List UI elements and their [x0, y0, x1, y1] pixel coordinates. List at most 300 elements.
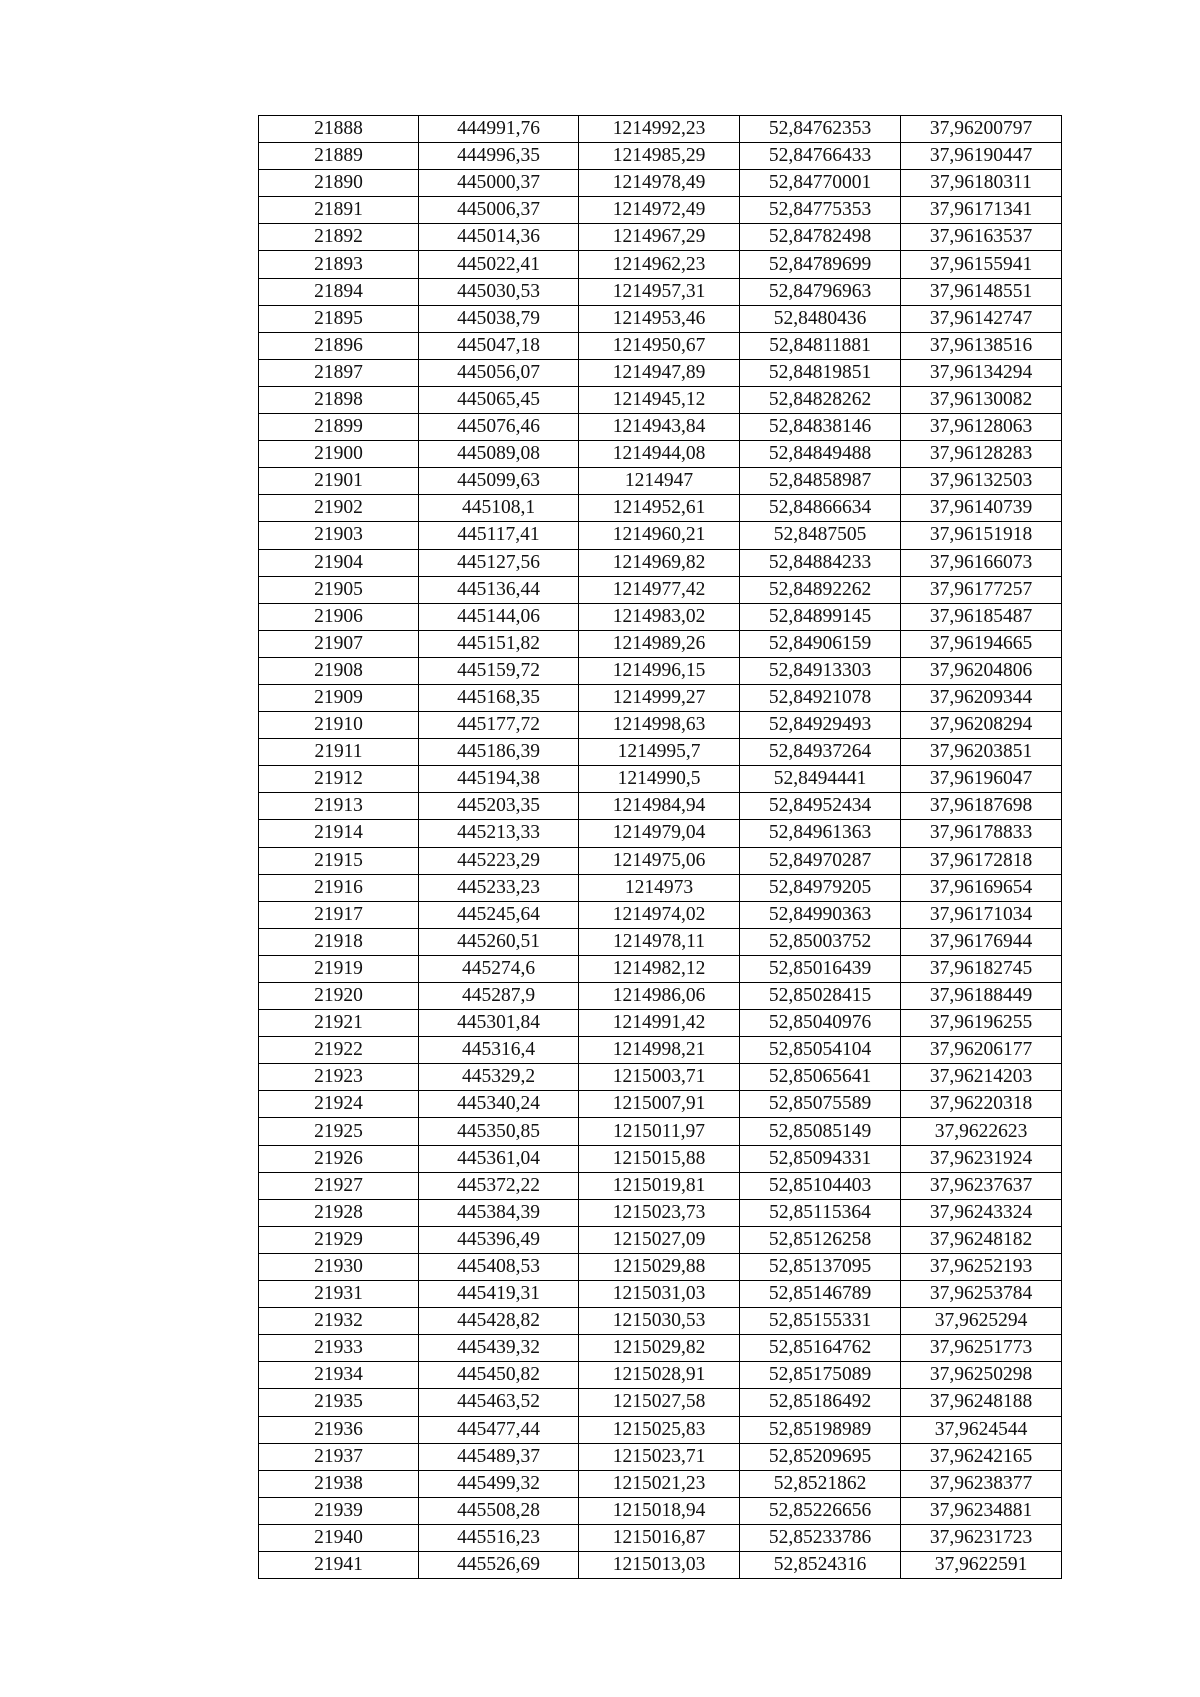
point-number-cell: 21890 — [259, 170, 419, 197]
longitude-cell: 37,96177257 — [901, 576, 1062, 603]
x-coordinate-cell: 445316,4 — [419, 1037, 579, 1064]
longitude-cell: 37,96238377 — [901, 1470, 1062, 1497]
latitude-cell: 52,84866634 — [740, 495, 901, 522]
table-row — [259, 1172, 1062, 1199]
longitude-cell: 37,96237637 — [901, 1172, 1062, 1199]
point-number-cell: 21909 — [259, 684, 419, 711]
latitude-cell: 52,85075589 — [740, 1091, 901, 1118]
y-coordinate-cell: 1214943,84 — [579, 414, 740, 441]
latitude-cell: 52,85146789 — [740, 1281, 901, 1308]
table-row — [259, 522, 1062, 549]
point-number-cell: 21936 — [259, 1416, 419, 1443]
longitude-cell: 37,96166073 — [901, 549, 1062, 576]
table-row — [259, 739, 1062, 766]
table-row — [259, 278, 1062, 305]
x-coordinate-cell: 445022,41 — [419, 251, 579, 278]
point-number-cell: 21898 — [259, 386, 419, 413]
longitude-cell: 37,96142747 — [901, 305, 1062, 332]
longitude-cell: 37,96196047 — [901, 766, 1062, 793]
longitude-cell: 37,96231924 — [901, 1145, 1062, 1172]
point-number-cell: 21905 — [259, 576, 419, 603]
y-coordinate-cell: 1214986,06 — [579, 983, 740, 1010]
point-number-cell: 21933 — [259, 1335, 419, 1362]
table-row — [259, 1226, 1062, 1253]
table-row — [259, 1281, 1062, 1308]
y-coordinate-cell: 1215019,81 — [579, 1172, 740, 1199]
longitude-cell: 37,96203851 — [901, 739, 1062, 766]
table-row — [259, 1470, 1062, 1497]
y-coordinate-cell: 1214999,27 — [579, 684, 740, 711]
x-coordinate-cell: 445177,72 — [419, 712, 579, 739]
latitude-cell: 52,84884233 — [740, 549, 901, 576]
table-row — [259, 224, 1062, 251]
longitude-cell: 37,96180311 — [901, 170, 1062, 197]
x-coordinate-cell: 445526,69 — [419, 1551, 579, 1578]
table-row — [259, 116, 1062, 143]
longitude-cell: 37,96138516 — [901, 332, 1062, 359]
longitude-cell: 37,96140739 — [901, 495, 1062, 522]
x-coordinate-cell: 445384,39 — [419, 1199, 579, 1226]
y-coordinate-cell: 1215028,91 — [579, 1362, 740, 1389]
longitude-cell: 37,96250298 — [901, 1362, 1062, 1389]
longitude-cell: 37,96248182 — [901, 1226, 1062, 1253]
longitude-cell: 37,96182745 — [901, 955, 1062, 982]
y-coordinate-cell: 1214957,31 — [579, 278, 740, 305]
point-number-cell: 21902 — [259, 495, 419, 522]
longitude-cell: 37,96200797 — [901, 116, 1062, 143]
y-coordinate-cell: 1215015,88 — [579, 1145, 740, 1172]
latitude-cell: 52,85094331 — [740, 1145, 901, 1172]
point-number-cell: 21918 — [259, 928, 419, 955]
y-coordinate-cell: 1214974,02 — [579, 901, 740, 928]
latitude-cell: 52,84782498 — [740, 224, 901, 251]
table-row — [259, 1010, 1062, 1037]
latitude-cell: 52,84899145 — [740, 603, 901, 630]
longitude-cell: 37,9622623 — [901, 1118, 1062, 1145]
x-coordinate-cell: 445287,9 — [419, 983, 579, 1010]
y-coordinate-cell: 1215029,82 — [579, 1335, 740, 1362]
x-coordinate-cell: 445014,36 — [419, 224, 579, 251]
y-coordinate-cell: 1214973 — [579, 874, 740, 901]
y-coordinate-cell: 1214944,08 — [579, 441, 740, 468]
y-coordinate-cell: 1215007,91 — [579, 1091, 740, 1118]
table-row — [259, 874, 1062, 901]
longitude-cell: 37,96128283 — [901, 441, 1062, 468]
x-coordinate-cell: 445274,6 — [419, 955, 579, 982]
y-coordinate-cell: 1214947 — [579, 468, 740, 495]
longitude-cell: 37,96172818 — [901, 847, 1062, 874]
y-coordinate-cell: 1214996,15 — [579, 657, 740, 684]
table-row — [259, 1308, 1062, 1335]
table-row — [259, 684, 1062, 711]
x-coordinate-cell: 445168,35 — [419, 684, 579, 711]
table-row — [259, 1118, 1062, 1145]
x-coordinate-cell: 445203,35 — [419, 793, 579, 820]
y-coordinate-cell: 1214960,21 — [579, 522, 740, 549]
y-coordinate-cell: 1215031,03 — [579, 1281, 740, 1308]
point-number-cell: 21940 — [259, 1524, 419, 1551]
y-coordinate-cell: 1214995,7 — [579, 739, 740, 766]
x-coordinate-cell: 445038,79 — [419, 305, 579, 332]
latitude-cell: 52,85233786 — [740, 1524, 901, 1551]
x-coordinate-cell: 445159,72 — [419, 657, 579, 684]
latitude-cell: 52,84979205 — [740, 874, 901, 901]
y-coordinate-cell: 1215027,09 — [579, 1226, 740, 1253]
x-coordinate-cell: 445076,46 — [419, 414, 579, 441]
point-number-cell: 21892 — [259, 224, 419, 251]
y-coordinate-cell: 1214952,61 — [579, 495, 740, 522]
latitude-cell: 52,84775353 — [740, 197, 901, 224]
longitude-cell: 37,96194665 — [901, 630, 1062, 657]
x-coordinate-cell: 445350,85 — [419, 1118, 579, 1145]
table-row — [259, 1362, 1062, 1389]
latitude-cell: 52,84849488 — [740, 441, 901, 468]
latitude-cell: 52,84961363 — [740, 820, 901, 847]
longitude-cell: 37,96248188 — [901, 1389, 1062, 1416]
coordinates-table — [258, 115, 1062, 1579]
y-coordinate-cell: 1215023,73 — [579, 1199, 740, 1226]
latitude-cell: 52,85016439 — [740, 955, 901, 982]
longitude-cell: 37,96148551 — [901, 278, 1062, 305]
x-coordinate-cell: 445419,31 — [419, 1281, 579, 1308]
latitude-cell: 52,8494441 — [740, 766, 901, 793]
x-coordinate-cell: 445127,56 — [419, 549, 579, 576]
point-number-cell: 21939 — [259, 1497, 419, 1524]
x-coordinate-cell: 445396,49 — [419, 1226, 579, 1253]
y-coordinate-cell: 1214982,12 — [579, 955, 740, 982]
y-coordinate-cell: 1215018,94 — [579, 1497, 740, 1524]
longitude-cell: 37,96188449 — [901, 983, 1062, 1010]
latitude-cell: 52,85137095 — [740, 1253, 901, 1280]
point-number-cell: 21931 — [259, 1281, 419, 1308]
table-row — [259, 630, 1062, 657]
table-row — [259, 143, 1062, 170]
table-row — [259, 1497, 1062, 1524]
y-coordinate-cell: 1214978,11 — [579, 928, 740, 955]
table-row — [259, 955, 1062, 982]
table-row — [259, 1091, 1062, 1118]
latitude-cell: 52,84819851 — [740, 359, 901, 386]
y-coordinate-cell: 1214977,42 — [579, 576, 740, 603]
longitude-cell: 37,96171341 — [901, 197, 1062, 224]
y-coordinate-cell: 1214985,29 — [579, 143, 740, 170]
y-coordinate-cell: 1214967,29 — [579, 224, 740, 251]
table-row — [259, 1064, 1062, 1091]
latitude-cell: 52,85003752 — [740, 928, 901, 955]
longitude-cell: 37,9625294 — [901, 1308, 1062, 1335]
table-row — [259, 1524, 1062, 1551]
x-coordinate-cell: 445065,45 — [419, 386, 579, 413]
table-row — [259, 1199, 1062, 1226]
point-number-cell: 21923 — [259, 1064, 419, 1091]
table-row — [259, 983, 1062, 1010]
longitude-cell: 37,96132503 — [901, 468, 1062, 495]
x-coordinate-cell: 445408,53 — [419, 1253, 579, 1280]
point-number-cell: 21895 — [259, 305, 419, 332]
latitude-cell: 52,84970287 — [740, 847, 901, 874]
y-coordinate-cell: 1214983,02 — [579, 603, 740, 630]
y-coordinate-cell: 1214950,67 — [579, 332, 740, 359]
point-number-cell: 21894 — [259, 278, 419, 305]
latitude-cell: 52,85065641 — [740, 1064, 901, 1091]
point-number-cell: 21915 — [259, 847, 419, 874]
point-number-cell: 21938 — [259, 1470, 419, 1497]
latitude-cell: 52,84937264 — [740, 739, 901, 766]
longitude-cell: 37,96163537 — [901, 224, 1062, 251]
x-coordinate-cell: 445516,23 — [419, 1524, 579, 1551]
point-number-cell: 21907 — [259, 630, 419, 657]
longitude-cell: 37,9624544 — [901, 1416, 1062, 1443]
table-row — [259, 359, 1062, 386]
x-coordinate-cell: 445089,08 — [419, 441, 579, 468]
point-number-cell: 21899 — [259, 414, 419, 441]
x-coordinate-cell: 445489,37 — [419, 1443, 579, 1470]
table-row — [259, 549, 1062, 576]
y-coordinate-cell: 1215029,88 — [579, 1253, 740, 1280]
y-coordinate-cell: 1215021,23 — [579, 1470, 740, 1497]
y-coordinate-cell: 1214969,82 — [579, 549, 740, 576]
y-coordinate-cell: 1214998,21 — [579, 1037, 740, 1064]
x-coordinate-cell: 445151,82 — [419, 630, 579, 657]
x-coordinate-cell: 445213,33 — [419, 820, 579, 847]
longitude-cell: 37,96208294 — [901, 712, 1062, 739]
point-number-cell: 21932 — [259, 1308, 419, 1335]
x-coordinate-cell: 445450,82 — [419, 1362, 579, 1389]
x-coordinate-cell: 445463,52 — [419, 1389, 579, 1416]
x-coordinate-cell: 445329,2 — [419, 1064, 579, 1091]
point-number-cell: 21941 — [259, 1551, 419, 1578]
x-coordinate-cell: 445047,18 — [419, 332, 579, 359]
point-number-cell: 21916 — [259, 874, 419, 901]
point-number-cell: 21906 — [259, 603, 419, 630]
y-coordinate-cell: 1214947,89 — [579, 359, 740, 386]
latitude-cell: 52,84913303 — [740, 657, 901, 684]
latitude-cell: 52,8521862 — [740, 1470, 901, 1497]
x-coordinate-cell: 445194,38 — [419, 766, 579, 793]
longitude-cell: 37,96253784 — [901, 1281, 1062, 1308]
longitude-cell: 37,96190447 — [901, 143, 1062, 170]
x-coordinate-cell: 445499,32 — [419, 1470, 579, 1497]
latitude-cell: 52,8524316 — [740, 1551, 901, 1578]
x-coordinate-cell: 445508,28 — [419, 1497, 579, 1524]
latitude-cell: 52,8480436 — [740, 305, 901, 332]
table-row — [259, 1551, 1062, 1578]
longitude-cell: 37,96187698 — [901, 793, 1062, 820]
table-row — [259, 1253, 1062, 1280]
table-row — [259, 793, 1062, 820]
longitude-cell: 37,96251773 — [901, 1335, 1062, 1362]
point-number-cell: 21903 — [259, 522, 419, 549]
table-row — [259, 1416, 1062, 1443]
y-coordinate-cell: 1214992,23 — [579, 116, 740, 143]
y-coordinate-cell: 1214991,42 — [579, 1010, 740, 1037]
x-coordinate-cell: 444996,35 — [419, 143, 579, 170]
longitude-cell: 37,96231723 — [901, 1524, 1062, 1551]
longitude-cell: 37,96214203 — [901, 1064, 1062, 1091]
x-coordinate-cell: 445223,29 — [419, 847, 579, 874]
point-number-cell: 21896 — [259, 332, 419, 359]
latitude-cell: 52,84906159 — [740, 630, 901, 657]
point-number-cell: 21920 — [259, 983, 419, 1010]
x-coordinate-cell: 445000,37 — [419, 170, 579, 197]
point-number-cell: 21901 — [259, 468, 419, 495]
latitude-cell: 52,84789699 — [740, 251, 901, 278]
point-number-cell: 21891 — [259, 197, 419, 224]
table-row — [259, 468, 1062, 495]
point-number-cell: 21888 — [259, 116, 419, 143]
point-number-cell: 21911 — [259, 739, 419, 766]
x-coordinate-cell: 445006,37 — [419, 197, 579, 224]
table-row — [259, 332, 1062, 359]
point-number-cell: 21897 — [259, 359, 419, 386]
x-coordinate-cell: 445340,24 — [419, 1091, 579, 1118]
x-coordinate-cell: 445245,64 — [419, 901, 579, 928]
x-coordinate-cell: 445099,63 — [419, 468, 579, 495]
longitude-cell: 37,96234881 — [901, 1497, 1062, 1524]
latitude-cell: 52,84770001 — [740, 170, 901, 197]
longitude-cell: 37,96243324 — [901, 1199, 1062, 1226]
y-coordinate-cell: 1215025,83 — [579, 1416, 740, 1443]
point-number-cell: 21921 — [259, 1010, 419, 1037]
latitude-cell: 52,84929493 — [740, 712, 901, 739]
longitude-cell: 37,96171034 — [901, 901, 1062, 928]
x-coordinate-cell: 445372,22 — [419, 1172, 579, 1199]
point-number-cell: 21926 — [259, 1145, 419, 1172]
y-coordinate-cell: 1214979,04 — [579, 820, 740, 847]
y-coordinate-cell: 1215011,97 — [579, 1118, 740, 1145]
latitude-cell: 52,85028415 — [740, 983, 901, 1010]
longitude-cell: 37,96209344 — [901, 684, 1062, 711]
x-coordinate-cell: 445056,07 — [419, 359, 579, 386]
point-number-cell: 21917 — [259, 901, 419, 928]
table-row — [259, 1335, 1062, 1362]
latitude-cell: 52,8487505 — [740, 522, 901, 549]
y-coordinate-cell: 1214998,63 — [579, 712, 740, 739]
point-number-cell: 21908 — [259, 657, 419, 684]
point-number-cell: 21913 — [259, 793, 419, 820]
latitude-cell: 52,84838146 — [740, 414, 901, 441]
table-row — [259, 928, 1062, 955]
point-number-cell: 21919 — [259, 955, 419, 982]
latitude-cell: 52,84858987 — [740, 468, 901, 495]
table-row — [259, 441, 1062, 468]
x-coordinate-cell: 445108,1 — [419, 495, 579, 522]
x-coordinate-cell: 445477,44 — [419, 1416, 579, 1443]
table-row — [259, 766, 1062, 793]
point-number-cell: 21893 — [259, 251, 419, 278]
x-coordinate-cell: 444991,76 — [419, 116, 579, 143]
table-row — [259, 305, 1062, 332]
y-coordinate-cell: 1215023,71 — [579, 1443, 740, 1470]
point-number-cell: 21925 — [259, 1118, 419, 1145]
point-number-cell: 21912 — [259, 766, 419, 793]
table-row — [259, 1389, 1062, 1416]
point-number-cell: 21922 — [259, 1037, 419, 1064]
latitude-cell: 52,84990363 — [740, 901, 901, 928]
table-row — [259, 657, 1062, 684]
point-number-cell: 21935 — [259, 1389, 419, 1416]
longitude-cell: 37,96155941 — [901, 251, 1062, 278]
table-row — [259, 251, 1062, 278]
x-coordinate-cell: 445117,41 — [419, 522, 579, 549]
latitude-cell: 52,85186492 — [740, 1389, 901, 1416]
latitude-cell: 52,85175089 — [740, 1362, 901, 1389]
x-coordinate-cell: 445030,53 — [419, 278, 579, 305]
point-number-cell: 21914 — [259, 820, 419, 847]
table-row — [259, 901, 1062, 928]
y-coordinate-cell: 1214978,49 — [579, 170, 740, 197]
y-coordinate-cell: 1214945,12 — [579, 386, 740, 413]
longitude-cell: 37,96151918 — [901, 522, 1062, 549]
point-number-cell: 21924 — [259, 1091, 419, 1118]
latitude-cell: 52,84766433 — [740, 143, 901, 170]
longitude-cell: 37,9622591 — [901, 1551, 1062, 1578]
latitude-cell: 52,84892262 — [740, 576, 901, 603]
latitude-cell: 52,85209695 — [740, 1443, 901, 1470]
point-number-cell: 21927 — [259, 1172, 419, 1199]
table-row — [259, 847, 1062, 874]
y-coordinate-cell: 1214990,5 — [579, 766, 740, 793]
table-row — [259, 386, 1062, 413]
latitude-cell: 52,84921078 — [740, 684, 901, 711]
x-coordinate-cell: 445361,04 — [419, 1145, 579, 1172]
table-row — [259, 576, 1062, 603]
longitude-cell: 37,96196255 — [901, 1010, 1062, 1037]
latitude-cell: 52,84796963 — [740, 278, 901, 305]
table-row — [259, 1443, 1062, 1470]
y-coordinate-cell: 1214962,23 — [579, 251, 740, 278]
longitude-cell: 37,96220318 — [901, 1091, 1062, 1118]
x-coordinate-cell: 445186,39 — [419, 739, 579, 766]
x-coordinate-cell: 445233,23 — [419, 874, 579, 901]
table-row — [259, 1145, 1062, 1172]
y-coordinate-cell: 1214953,46 — [579, 305, 740, 332]
longitude-cell: 37,96178833 — [901, 820, 1062, 847]
longitude-cell: 37,96176944 — [901, 928, 1062, 955]
latitude-cell: 52,85164762 — [740, 1335, 901, 1362]
longitude-cell: 37,96128063 — [901, 414, 1062, 441]
point-number-cell: 21910 — [259, 712, 419, 739]
point-number-cell: 21889 — [259, 143, 419, 170]
y-coordinate-cell: 1214989,26 — [579, 630, 740, 657]
table-row — [259, 495, 1062, 522]
latitude-cell: 52,85104403 — [740, 1172, 901, 1199]
longitude-cell: 37,96185487 — [901, 603, 1062, 630]
longitude-cell: 37,96130082 — [901, 386, 1062, 413]
point-number-cell: 21900 — [259, 441, 419, 468]
longitude-cell: 37,96134294 — [901, 359, 1062, 386]
table-row — [259, 603, 1062, 630]
latitude-cell: 52,84952434 — [740, 793, 901, 820]
table-row — [259, 197, 1062, 224]
y-coordinate-cell: 1215030,53 — [579, 1308, 740, 1335]
y-coordinate-cell: 1214984,94 — [579, 793, 740, 820]
latitude-cell: 52,84811881 — [740, 332, 901, 359]
point-number-cell: 21904 — [259, 549, 419, 576]
table-row — [259, 820, 1062, 847]
table-row — [259, 1037, 1062, 1064]
y-coordinate-cell: 1215016,87 — [579, 1524, 740, 1551]
point-number-cell: 21928 — [259, 1199, 419, 1226]
x-coordinate-cell: 445260,51 — [419, 928, 579, 955]
x-coordinate-cell: 445136,44 — [419, 576, 579, 603]
y-coordinate-cell: 1214975,06 — [579, 847, 740, 874]
y-coordinate-cell: 1215013,03 — [579, 1551, 740, 1578]
latitude-cell: 52,84762353 — [740, 116, 901, 143]
x-coordinate-cell: 445301,84 — [419, 1010, 579, 1037]
latitude-cell: 52,85054104 — [740, 1037, 901, 1064]
latitude-cell: 52,84828262 — [740, 386, 901, 413]
